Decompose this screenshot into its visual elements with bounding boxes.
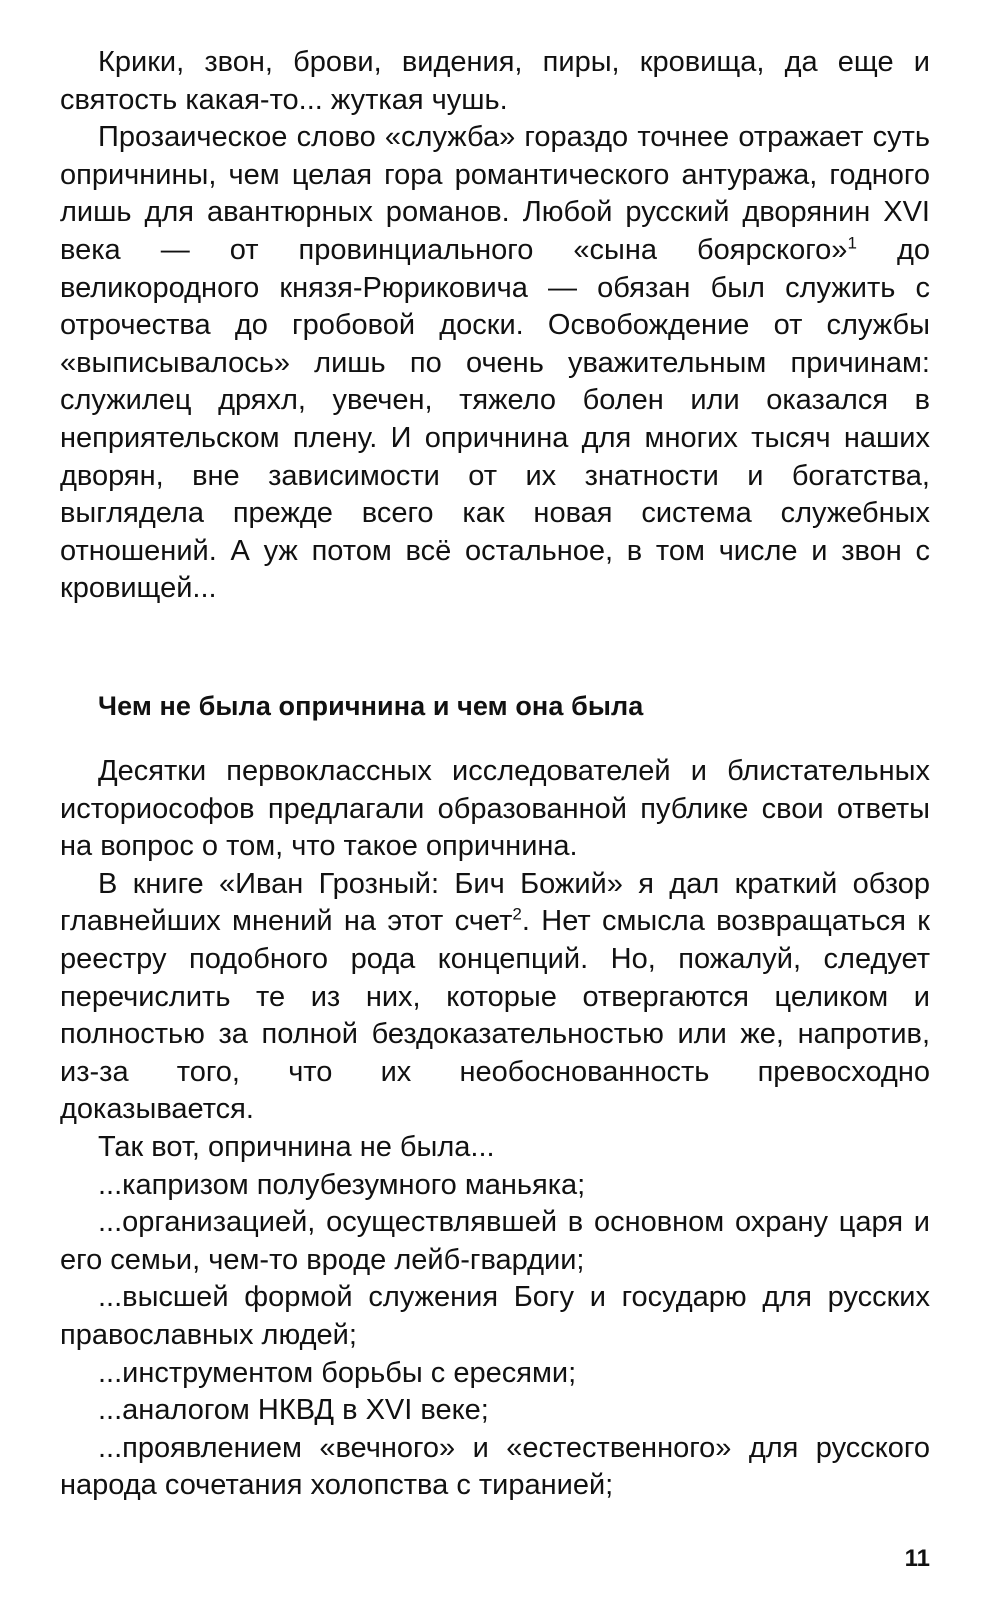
paragraph-4 [60,866,930,1129]
list-item: ...инструментом борьбы с ересями; [98,1356,577,1389]
list-item: ...капризом полубезумного маньяка; [98,1168,586,1201]
paragraph-5: Так вот, опричнина не была... [98,1130,495,1163]
list-item: ...организацией, осуществлявшей в основном охрану царя и его семьи, чем-то вроде лейб-гвардии; [60,1206,930,1276]
paragraph-1: Крики, звон, брови, видения, пиры, кровища, да еще и святость какая-то... жуткая чушь. [60,46,930,116]
paragraph-2 [60,119,930,608]
paragraph-3: Десятки первоклассных исследователей и блистательных историософов предлагали образованной публике свои ответы на вопрос о том, что такое опричнина. [60,755,930,863]
list-item: ...аналогом НКВД в XVI веке; [98,1394,489,1427]
list-item: ...проявлением «вечного» и «естественного» для русского народа сочетания холопства с тиранией; [60,1431,930,1502]
footnote-ref-1: 1 [847,233,857,253]
footnote-ref-2: 2 [512,904,522,924]
paragraph-4-text-a: В книге «Иван Грозный: Бич Божий» я дал краткий обзор главнейших мнений на этот счет [60,867,930,938]
page-number: 11 [904,1545,930,1572]
section-heading: Чем не была опричнина и чем она была [98,691,644,721]
page-body-bottom [60,753,930,1505]
list-item: ...высшей формой служения Богу и государю для русских православных людей; [60,1281,930,1351]
page-body-top [60,44,930,608]
paragraph-2-text-a: Прозаическое слово «служба» гораздо точнее отражает суть опричнины, чем целая гора романтического антуража, годного лишь для авантюрных романов. Любой русский дворянин XVI века — от провинциального «сына боярского» [60,121,930,266]
paragraph-2-text-b: до великородного князя-Рюриковича — обязан был служить с отрочества до гробовой доски. Освобождение от службы «выписывалось» лишь по очень уважительным причинам: служилец дряхл, увечен, тяжело болен или оказался в неприятельском плену. И опричнина для многих тысяч наших дворян, вне зависимости от их знатности и богатства, выглядела прежде всего как новая система служебных отношений. А уж потом всё остальное, в том числе и звон с кровищей... [60,233,930,605]
paragraph-4-text-b: . Нет смысла возвращаться к реестру подобного рода концепций. Но, пожалуй, следует перечислить те из них, которые отвергаются целиком и полностью за полной бездоказательностью или же, напротив, из-за того, что их необоснованность превосходно доказывается. [60,905,930,1126]
